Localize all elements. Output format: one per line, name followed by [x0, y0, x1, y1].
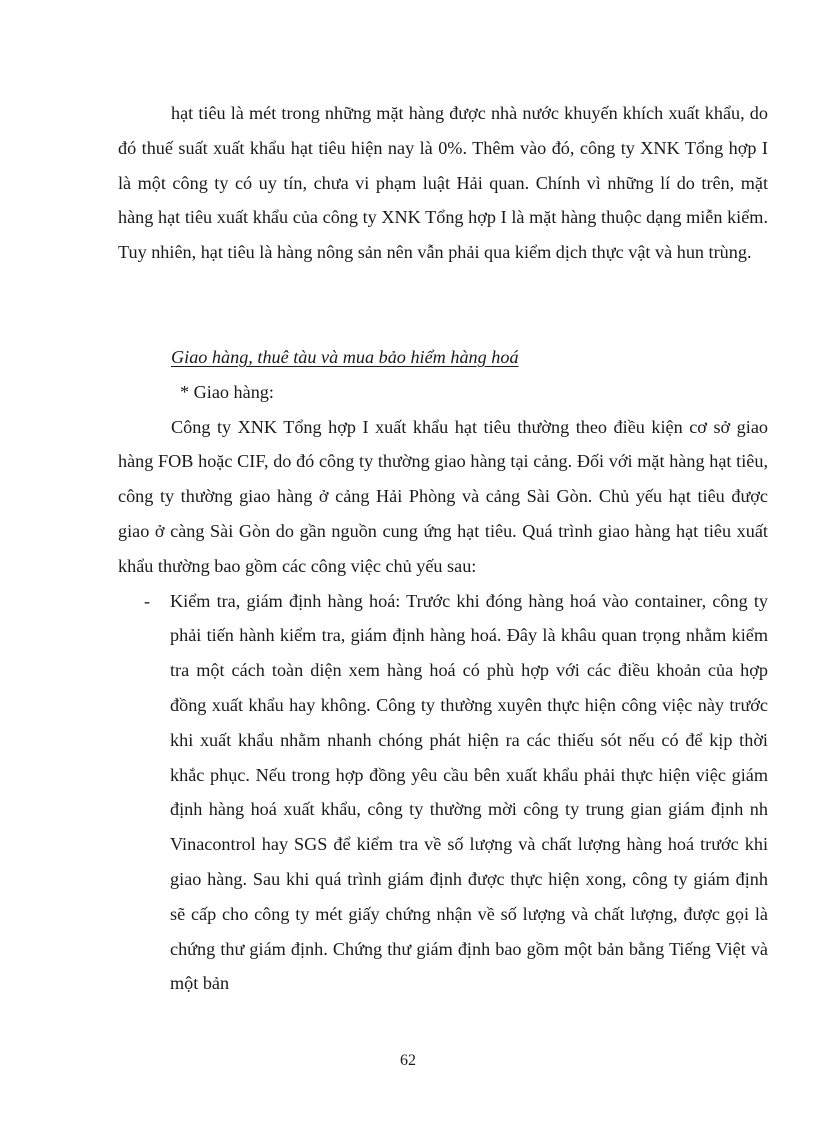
- bullet-mark: -: [144, 590, 151, 611]
- page-content: [118, 96, 768, 1001]
- subheading-delivery: * Giao hàng:: [180, 381, 274, 402]
- paragraph-intro: hạt tiêu là mét trong những mặt hàng được nhà nước khuyến khích xuất khẩu, do đó thuế suất xuất khẩu hạt tiêu hiện nay là 0%. Thêm vào đó, công ty XNK Tổng hợp I là một công ty có uy tín, chưa vi phạm luật Hải quan. Chính vì những lí do trên, mặt hàng hạt tiêu xuất khẩu của công ty XNK Tổng hợp I là mặt hàng thuộc dạng miễn kiểm. Tuy nhiên, hạt tiêu là hàng nông sản nên vẫn phải qua kiểm dịch thực vật và hun trùng.: [118, 103, 768, 263]
- paragraph-delivery: Công ty XNK Tổng hợp I xuất khẩu hạt tiêu thường theo điều kiện cơ sở giao hàng FOB hoặc CIF, do đó công ty thường giao hàng tại cảng. Đối với mặt hàng hạt tiêu, công ty thường giao hàng ở cảng Hải Phòng và cảng Sài Gòn. Chủ yếu hạt tiêu được giao ở càng Sài Gòn do gần nguồn cung ứng hạt tiêu. Quá trình giao hàng hạt tiêu xuất khẩu thường bao gồm các công việc chủ yếu sau:: [118, 416, 768, 576]
- section-heading: [118, 340, 768, 375]
- section-spacer: [118, 270, 768, 340]
- bullet-text: Kiểm tra, giám định hàng hoá: Trước khi đóng hàng hoá vào container, công ty phải tiến hành kiểm tra, giám định hàng hoá. Đây là khâu quan trọng nhằm kiểm tra một cách toàn diện xem hàng hoá có phù hợp với các điều khoản của hợp đồng xuất khẩu hay không. Công ty thường xuyên thực hiện công việc này trước khi xuất khẩu nhằm nhanh chóng phát hiện ra các thiếu sót nếu có để kịp thời khắc phục. Nếu trong hợp đồng yêu cầu bên xuất khẩu phải thực hiện việc giám định hàng hoá xuất khẩu, công ty thường mời công ty trung gian giám định nh Vinacontrol hay SGS để kiểm tra về số lượng và chất lượng hàng hoá trước khi giao hàng. Sau khi quá trình giám định được thực hiện xong, công ty giám định sẽ cấp cho công ty mét giấy chứng nhận về số lượng và chất lượng, được gọi là chứng thư giám định. Chứng thư giám định bao gồm một bản bằng Tiếng Việt và một bản: [170, 590, 768, 994]
- page-number: 62: [400, 1052, 416, 1069]
- list-item: [118, 584, 768, 1002]
- section-heading-text: Giao hàng, thuê tàu và mua bảo hiểm hàng hoá: [171, 346, 519, 367]
